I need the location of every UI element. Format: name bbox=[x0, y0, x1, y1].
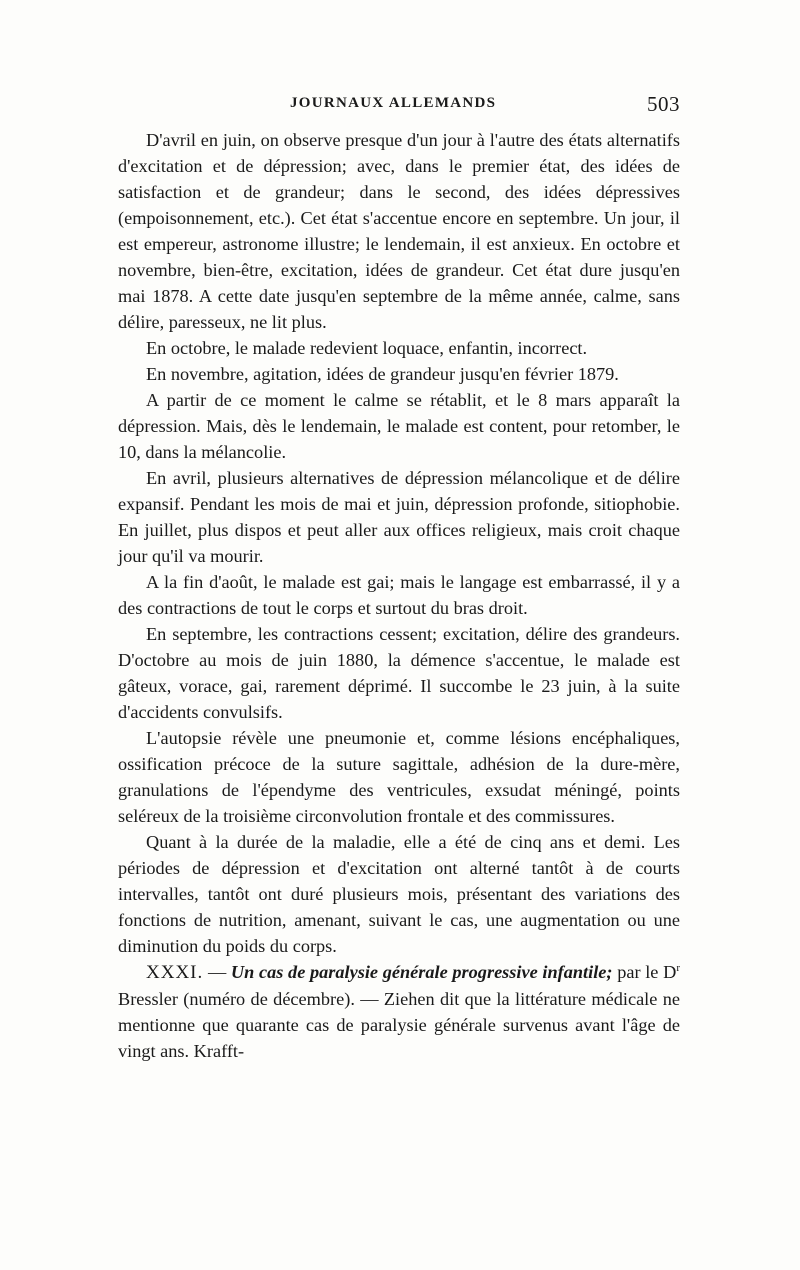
article-number: XXXI. bbox=[146, 962, 204, 983]
paragraph: En septembre, les contractions cessent; excitation, délire des grandeurs. D'octobre au mois de juin 1880, la démence s'accentue, le malade est gâteux, vorace, gai, rarement déprimé. Il succombe le 23 juin, à la suite d'accidents convulsifs. bbox=[118, 624, 680, 722]
paragraph: D'avril en juin, on observe presque d'un jour à l'autre des états alternatifs d'excitation et de dépression; avec, dans le premier état, des idées de satisfaction et de grandeur; dans le second, des idées dépressives (empoisonnement, etc.). Cet état s'accentue encore en septembre. Un jour, il est empereur, astronome illustre; le lendemain, il est anxieux. En octobre et novembre, bien-être, excitation, idées de grandeur. Cet état dure jusqu'en mai 1878. A cette date jusqu'en septembre de la même année, calme, sans délire, paresseux, ne lit plus. bbox=[118, 130, 680, 332]
paragraph: L'autopsie révèle une pneumonie et, comme lésions encéphaliques, ossification précoce de la suture sagittale, adhésion de la dure-mère, granulations de l'épendyme des ventricules, exsudat méningé, points seléreux de la troisième circonvolution frontale et des commissures. bbox=[118, 728, 680, 826]
article-title: Un cas de paralysie générale progressive infantile; bbox=[230, 962, 613, 982]
paragraph: A la fin d'août, le malade est gai; mais le langage est embarrassé, il y a des contractions de tout le corps et surtout du bras droit. bbox=[118, 572, 680, 618]
page-number: 503 bbox=[647, 92, 680, 116]
doctor-superscript: r bbox=[676, 961, 680, 974]
article-entry bbox=[118, 959, 680, 1064]
body-text bbox=[118, 127, 680, 1064]
running-head bbox=[118, 92, 680, 116]
paragraph: En octobre, le malade redevient loquace, enfantin, incorrect. bbox=[146, 338, 588, 358]
article-text: Bressler (numéro de décembre). — Ziehen dit que la littérature médicale ne mentionne que quarante cas de paralysie générale survenus avant l'âge de vingt ans. Krafft- bbox=[118, 989, 680, 1061]
paragraph: En novembre, agitation, idées de grandeur jusqu'en février 1879. bbox=[146, 364, 619, 384]
paragraph: Quant à la durée de la maladie, elle a été de cinq ans et demi. Les périodes de dépression et d'excitation ont alterné tantôt à de courts intervalles, tantôt ont duré plusieurs mois, présentant des variations des fonctions de nutrition, amenant, suivant le cas, une augmentation ou une diminution du poids du corps. bbox=[118, 832, 680, 956]
paragraph: A partir de ce moment le calme se rétablit, et le 8 mars apparaît la dépression. Mais, dès le lendemain, le malade est content, pour retomber, le 10, dans la mélancolie. bbox=[118, 390, 680, 462]
paragraph: En avril, plusieurs alternatives de dépression mélancolique et de délire expansif. Pendant les mois de mai et juin, dépression profonde, sitiophobie. En juillet, plus dispos et peut aller aux offices religieux, mais croit chaque jour qu'il va mourir. bbox=[118, 468, 680, 566]
article-byline: par le D bbox=[612, 962, 677, 982]
running-title: JOURNAUX ALLEMANDS bbox=[290, 95, 497, 111]
article-dash: — bbox=[203, 962, 231, 982]
